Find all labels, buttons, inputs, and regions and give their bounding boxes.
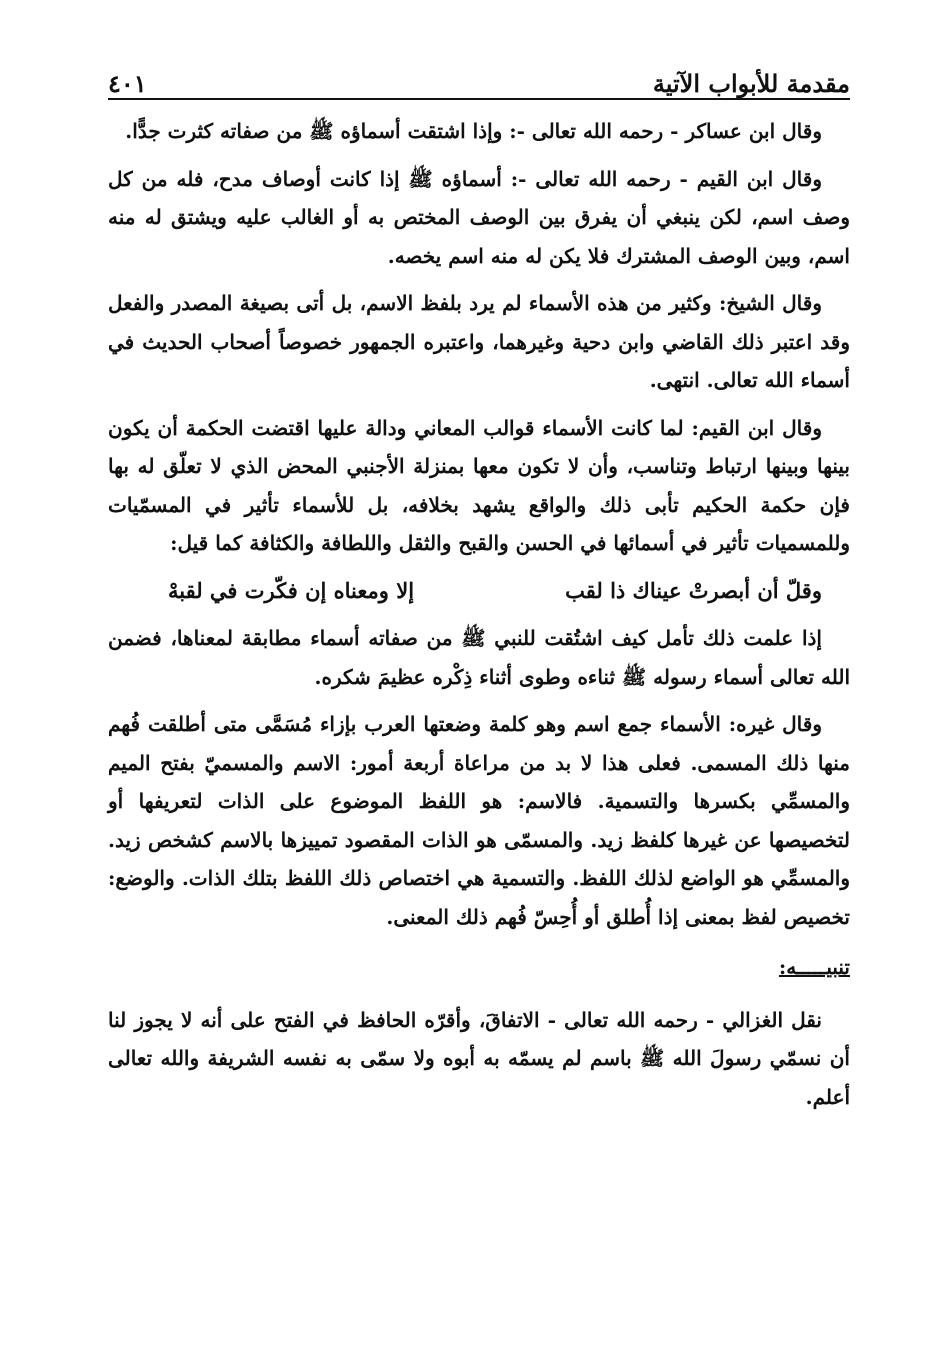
paragraph-sheikh: وقال الشيخ: وكثير من هذه الأسماء لم يرد بلفظ الاسم، بل أتى بصيغة المصدر والفعل وقد اعتبر ذلك القاضي وابن دحية وغيرهما، واعتبره الجمهور خصوصاً أصحاب الحديث في أسماء الله تعالى. انتهى. [108,291,850,392]
note-paragraph: نقل الغزالي - رحمه الله تعالى - الاتفاقَ، وأقرّه الحافظ في الفتح على أنه لا يجوز لنا أن نسمّي رسولَ الله ﷺ باسم لم يسمّه به أبوه ولا سمّى به نفسه الشريفة والله تعالى أعلم. [108,1007,850,1109]
running-title: مقدمة للأبواب الآتية [652,69,850,98]
paragraph-definitions: وقال غيره: الأسماء جمع اسم وهو كلمة وضعتها العرب بإزاء مُسَمَّى متى أطلقت فُهم منها ذلك المسمى. فعلى هذا لا بد من مراعاة أربعة أمور: الاسم والمسميّ بفتح الميم والمسمِّي بكسرها والتسمية. فالاسم: هو اللفظ الموضوع على الذات لتعريفها أو لتخصيصها عن غيرها كلفظ زيد. والمسمّى هو الذات المقصود تمييزها بالاسم كشخص زيد. والمسمِّي هو الواضع لذلك اللفظ. والتسمية هي اختصاص ذلك اللفظ بتلك الذات. والوضع: تخصيص لفظ بمعنى إذا أُطلق أو أُحِسّ فُهم ذلك المعنى. [108,712,850,929]
page-number: ٤٠١ [108,69,147,98]
paragraph-ibn-asakir: وقال ابن عساكر - رحمه الله تعالى -: وإذا اشتقت أسماؤه ﷺ من صفاته كثرت جدًّا. [125,119,822,143]
header-divider [108,98,850,100]
paragraph-ibn-qayyim-1: وقال ابن القيم - رحمه الله تعالى -: أسماؤه ﷺ إذا كانت أوصاف مدح، فله من كل وصف اسم، لكن ينبغي أن يفرق بين الوصف المختص به أو الغالب عليه ويشتق له منه اسم، وبين الوصف المشترك فلا يكن له منه اسم يخصه. [108,166,850,268]
verse-second-hemistich: إلا ومعناه إن فكّرت في لقبهْ [168,577,415,603]
paragraph-ibn-qayyim-2: وقال ابن القيم: لما كانت الأسماء قوالب المعاني ودالة عليها اقتضت الحكمة أن يكون بينها وبينها ارتباط وتناسب، وأن لا تكون معها بمنزلة الأجنبي المحض الذي لا تعلّق له بها فإن حكمة الحكيم تأبى ذلك والواقع يشهد بخلافه، بل للأسماء تأثير في المسمّيات وللمسميات تأثير في أسمائها في الحسن والقبح والثقل واللطافة والكثافة كما قيل: [108,415,850,555]
verse-first-hemistich: وقلّ أن أبصرتْ عيناك ذا لقب [565,577,822,603]
poetry-verse [108,572,850,611]
page-body [108,112,850,1125]
note-heading: تنبيـــــه: [778,955,850,979]
page-header [108,54,850,98]
paragraph-names-derived: إذا علمت ذلك تأمل كيف اشتُقت للنبي ﷺ من صفاته أسماء مطابقة لمعناها، فضمن الله تعالى أسماء رسوله ﷺ ثناءه وطوى أثناء ذِكْره عظيمَ شكره. [108,626,850,689]
